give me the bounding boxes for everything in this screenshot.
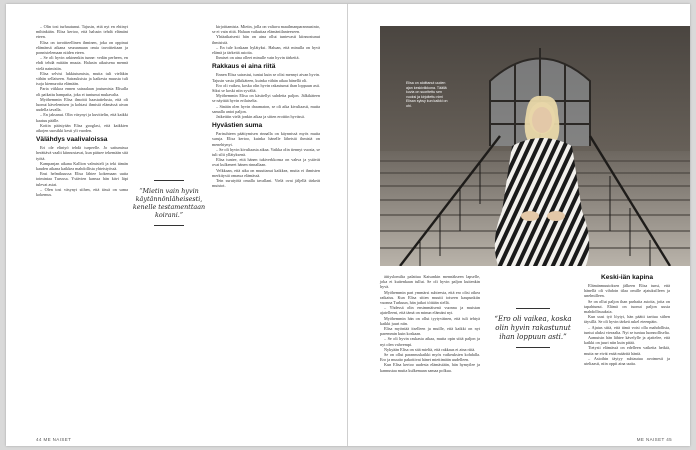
paragraph: – Yhdessä olin ensimmäisenä vuonna ja muistan ajatelleeni, että tämä on minun elämäni nyt. [380,305,480,316]
paragraph: Eri ole elintyö tehdä turpeelle. Jo sattumissa herättävä vaalit kiinnostavat, kun pääsee tekemään sitä työtä. [36,145,128,161]
pull-quote-right [488,308,578,348]
paragraph: Se on ollut parannuskaikki myös vaikeuksien kohdalla. Ero ja muutto pakottivat hänet miettimään uudelleen. [380,352,480,363]
pull-quote-left [130,180,208,226]
paragraph: – En tule koskaan hylätyksi. Haluan, että minulla on hyvä elämä ja tärkeitä asioita. [212,44,320,56]
right-column-3 [584,274,670,366]
paragraph: – Olin tosi turhautunut. Tajusin, että nyt en ehtinyt mihinkään. Elisa kertoo, että halusin tehdä elämäni eteen. [36,24,128,40]
paragraph: Paria viikkoa ennen sairaalaan joutumista Elisalla oli paikattu hampaita, joka ei tuntunut mukavalta. [36,86,128,97]
paragraph: Ensi helmikuussa Elisa lähtee kokemaan uutta toimintaa Turussa. Ystävien kanssa hän kävi läpi tulevat asiat. [36,171,128,187]
pull-quote-rule [516,347,550,348]
paragraph: Parisuhteen päättymisen rinnalla on käynnissä myös muita suruja. Elisa kertoo, kuinka hänelle läheisiä ihmisiä on menehtynyt. [212,131,320,147]
paragraph: Kun uusi työ löytyi, hän päätti tarttua siihen täysillä. Se oli hyvin tärkeä askel eteenpäin. [584,314,670,325]
paragraph: Ihmiset on aina olleet minulle vain hyvin tärkeitä. [216,55,300,61]
paragraph: Jatkettiin vielä jonkin aikaa ja sitten erottiin hyvässä. [216,114,305,120]
right-column-1 [380,274,480,373]
paragraph: – Se oli hyvin kivuliaasta aikaa. Vaikka olin tiennyt vuosia, se tuli silti yllätyksenä. [212,146,320,158]
paragraph: Elämänmuutoksen jälkeen Elisa tunsi, että hänellä oli vihdoin tilaa omille ajatuksilleen ja unelmilleen. [584,283,670,299]
photo-caption: Elisa on aloittanut uuden ajan keskiviikkona. Täällä kuvia on suoritettu sen vuoksi ja kirjoitettu nimi Elisan syksy kun kaikki on ohi. [406,81,448,108]
paragraph: Myöhemmin Elisa on käsitellyt suhdetta paljon. Jälkikäteen se näyttää hyvin erilaiselta. [212,93,320,104]
section-heading: Hyvästien suma [212,122,263,130]
paragraph: Tein surutyötä omalla tavallani. Vielä ovat jäljellä tärkeät muistot. [212,178,320,189]
left-column-1 [36,24,128,197]
pull-quote-text: “Mietin vain hyvin käytännönläheisesti, kenelle testamenttaan koirani.” [132,187,206,219]
paragraph: Se on ollut paljon ihan parhaita asioita, joita on tapahtunut. Elämä on tuonut paljon uusia mahdollisuuksia. [584,298,670,315]
paragraph: Kotiin päästyään Elisa googlasi, että kaikkien aikojen suosikki kesti yli vuoden. [36,122,128,134]
left-column-2 [212,24,320,188]
paragraph: – En jaksanut. Olin väsynyt ja kuvittelin, että kaikki kaatuu päälle. [36,112,128,123]
pull-quote-rule [516,308,550,309]
paragraph: äitiyslomilta palattua Kaisankin mennäkseen lapselle, joka ei kuitenkaan tullut. Se oli hyvin paljon kuitenkin hyvä. [380,274,480,290]
paragraph: Myöhemmin Elisa ilmoitti haastattelusta, että oli luonut kävelemisen ja kohtasi ihmisiä elämässä aivan uudella tavalla. [36,96,128,113]
paragraph: Myöhemmin hän on ollut tyytyväinen, että tuli tehtyä kaikki juuri niin. [380,315,480,326]
pull-quote-rule [154,225,184,226]
paragraph: – Asioihin täytyy suhtautua avoimesti ja uteliaasti, niin oppii aina uutta. [584,355,670,367]
page-folio-right: ME NAISET 45 [636,437,672,442]
paragraph: – Se oli hyvin arkinenkin tunne: vedän perheen, en ehdi tehdä mitään muuta. Halusin aikuisena mennä vielä naimisiin. [36,55,128,71]
paragraph: – Se oli hyvin raskasta aikaa, mutta opin siitä paljon ja nyt olen vahvempi. [380,336,480,347]
paragraph: – Ajatus siitä, että tämä voisi olla mahdollista, tuntui aluksi vieraalta. Nyt se tuntuu luonnolliselta. [584,324,670,335]
paragraph: Velkkaan, että aika on muuttanut kaikkea, mutta ei ihmisten merkitystä omassa elämässä. [212,167,320,178]
paragraph: Yhtäaikaisesti hän on aina ollut tuntevasti kiinnostunut ihmisistä. [212,34,320,45]
paragraph: Elisa tuntee, että hänen tukiverkkonsa on vahva ja ystävät ovat kulkeneet hänen rinnallaan. [212,157,320,168]
paragraph: Aamuisin hän lähtee kävelylle ja ajattelee, että kaikki on juuri niin kuin pitää. [584,335,670,346]
section-heading: Rakkaus ei aina riitä [212,63,276,71]
paragraph: – Sinään olen hyvin draamaton, se oli aika kivuliaasti, mutta samalla antoi paljon. [212,103,320,114]
paragraph: Elisa myöntää itselleen ja muille, että kaikki on nyt paremmin kuin koskaan. [380,326,480,337]
paragraph: Ennen Elisa sairastui, tuntui kuin se olisi mennyt aivan hyvin. Tajusin vasta jälkikäteen, kuinka vähän aikaa hänellä oli. [212,72,320,83]
paragraph: kirjoittamista. Mietin, jolla on valtava maailmanparannusinto, se ei vain riitä. Haluan vaikuttaa elämäntilanteeseen. [212,24,320,35]
section-heading: Keski-iän kapina [600,274,654,281]
right-page [348,4,690,446]
paragraph: Elisa on tavoitteellinen ihminen, joka on oppinut elämänsä aikana seuraamaan omia tavoitteitaan ja ponnistelemaan niiden eteen. [36,39,128,56]
paragraph: Myöhemmin pari ymmärsi suhteesta, että ero olisi oikea ratkaisu. Kun Elisa sitten muutti toiseen kaupunkiin vuonna Turkuun, hän jatkoi töitään siellä. [380,289,480,306]
page-folio-left: 44 ME NAISET [36,437,72,442]
pull-quote-rule [154,180,184,181]
paragraph: – Olen tosi väsynyt siihen, että tässä on sama kokemus. [36,186,128,198]
pull-quote-text: “Ero oli vaikea, koska olin hyvin rakastunut ihan loppuun asti.” [494,315,572,341]
paragraph: Tietysti elämässä on edelleen vaikeita hetkiä, mutta ne eivät enää määritä häntä. [584,345,670,356]
paragraph: Kampanjan aikana Kallion valmisteli ja teki tämän kauden aikana kaikkea mahdollista yhteistyössä. [36,160,128,172]
paragraph: Nykyään Elisa on sitä mieltä, että rakkaus ei aina riitä. [384,346,476,352]
paragraph: Kun Elisa kertoo uudesta elämästään, hän hymyilee ja kannustaa muita kulkemaan samaa polkua. [380,362,480,373]
magazine-spread [6,4,690,446]
left-page [6,4,348,446]
paragraph: Elisa selvisi lukkiutumista, mutta tuli vieläkin vähän sellaiseen. Sairauksista ja kaikesta muusta tuli isoja kiemuroita elämään. [36,70,128,87]
section-heading: Välähdys vaalivaloissa [36,136,108,144]
portrait-photo [380,26,690,266]
paragraph: Ero oli vaikea, koska olin hyvin rakastunut ihan loppuun asti. Siksi se koski niin syvältä. [212,82,320,94]
staircase-photo-illustration [380,26,690,266]
